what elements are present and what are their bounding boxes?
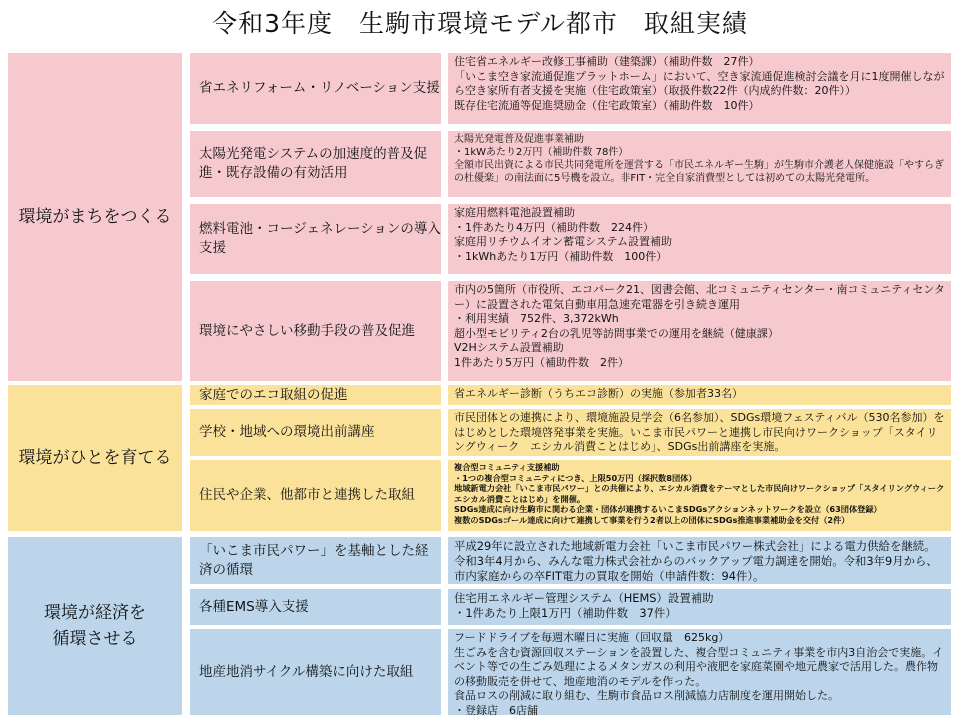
detail-line: V2Hシステム設置補助 — [454, 341, 564, 354]
item-fuel-cell: 燃料電池・コージェネレーションの導入支援 — [190, 204, 441, 274]
item-energy-reform: 省エネリフォーム・リノベーション支援 — [190, 53, 441, 124]
section-label-economy: 環境が経済を 循環させる — [8, 537, 182, 715]
detail-line: 市内の5箇所（市役所、エコパーク21、図書会館、北コミュニティセンター・南コミュニティセンター）に設置された電気自動車用急速充電器を引き続き運用 — [454, 283, 945, 311]
item-school-lecture: 学校・地域への環境出前講座 — [190, 409, 441, 456]
detail-line: 複合型コミュニティ支援補助 — [454, 462, 560, 472]
detail-line: ・1kWあたり2万円（補助件数 78件） — [454, 147, 629, 158]
detail-line: 省エネルギー診断（うちエコ診断）の実施（参加者33名） — [454, 387, 743, 400]
detail-mobility — [448, 281, 951, 381]
detail-line: 太陽光発電普及促進事業補助 — [454, 134, 584, 145]
detail-line: 食品ロスの削減に取り組む、生駒市食品ロス削減協力店制度を運用開始した。 — [454, 689, 839, 702]
detail-line: 住宅用エネルギー管理システム（HEMS）設置補助 — [454, 591, 714, 605]
detail-line: SDGs達成に向け生駒市に関わる企業・団体が連携するいこまSDGsアクションネットワークを設立（63団体登録） — [454, 504, 882, 515]
detail-line: ・登録店 6店舗 — [454, 703, 538, 717]
detail-fuel-cell — [448, 204, 951, 274]
detail-line: 複数のSDGsゴール達成に向けて連携して事業を行う2者以上の団体にSDGs推進事業補助金を交付（2件） — [454, 514, 850, 525]
detail-line: 平成29年に設立された地域新電力会社「いこま市民パワー株式会社」による電力供給を継続。 — [454, 539, 936, 553]
detail-line: 1件あたり5万円（補助件数 2件） — [454, 355, 629, 369]
detail-line: 令和3年4月から、みんな電力株式会社からのバックアップ電力調達を開始。令和3年9月から、市内家庭からの卒FIT電力の買取を開始（申請件数：94件）。 — [454, 554, 938, 583]
detail-collaboration — [448, 460, 951, 531]
detail-line: 家庭用燃料電池設置補助 — [454, 206, 575, 219]
detail-line: ・1件あたり4万円（補助件数 224件） — [454, 220, 654, 234]
item-collaboration: 住民や企業、他都市と連携した取組 — [190, 460, 441, 531]
detail-ems — [448, 589, 951, 625]
item-citizen-power: 「いこま市民パワー」を基軸とした経済の循環 — [190, 537, 441, 584]
detail-line: 既存住宅流通等促進奨励金（住宅政策室）（補助件数 10件） — [454, 98, 760, 112]
section-label-people: 環境がひとを育てる — [8, 385, 182, 531]
page-title: 令和3年度 生駒市環境モデル都市 取組実績 — [212, 9, 748, 38]
detail-line: 家庭用リチウムイオン蓄電システム設置補助 — [454, 235, 673, 248]
section-label-town: 環境がまちをつくる — [8, 53, 182, 381]
detail-line: ・利用実績 752件、3,372kWh — [454, 312, 619, 325]
detail-line: 生ごみを含む資源回収ステーションを設置した、複合型コミュニティ事業を市内3自治会で実施。イベント等での生ごみ処理によるメタンガスの利用や液肥を家庭菜園や地元農家で活用した。農作物の移動販売を併せて、地産地消のモデルを作った。 — [454, 645, 944, 688]
detail-line: フードドライブを毎週木曜日に実施（回収量 625kg） — [454, 631, 730, 644]
detail-line: 住宅省エネルギー改修工事補助（建築課）（補助件数 27件） — [454, 55, 760, 68]
item-local-cycle: 地産地消サイクル構築に向けた取組 — [190, 629, 441, 715]
detail-school-lecture — [448, 409, 951, 456]
detail-local-cycle — [448, 629, 951, 715]
item-ems: 各種EMS導入支援 — [190, 589, 441, 625]
detail-line: ・1つの複合型コミュニティにつき、上限50万円（採択数8団体） — [454, 472, 697, 483]
detail-citizen-power — [448, 537, 951, 584]
detail-line: 市民団体との連携により、環境施設見学会（6名参加）、SDGs環境フェスティバル（530名参加）をはじめとした環境啓発事業を実施。いこま市民パワーと連携し市民向けワークショップ「スタイリングウィーク エシカル消費ことはじめ」、SDGs出前講座を実施。 — [454, 411, 945, 453]
item-home-eco: 家庭でのエコ取組の促進 — [190, 385, 441, 405]
detail-line: 全額市民出資による市民共同発電所を運営する「市民エネルギー生駒」が生駒市介護老人保健施設「やすらぎの杜優楽」の南法面に5号機を設立。非FIT・完全自家消費型としては初めての太陽光発電所。 — [454, 160, 944, 184]
detail-line: 地域新電力会社「いこま市民パワー」との共催により、エシカル消費をテーマとした市民向けワークショップ「スタイリングウィーク エシカル消費ことはじめ」を開催。 — [454, 483, 953, 504]
detail-line: ・1件あたり上限1万円（補助件数 37件） — [454, 606, 677, 620]
detail-line: ・1kWhあたり1万円（補助件数 100件） — [454, 249, 668, 263]
item-solar: 太陽光発電システムの加速度的普及促進・既存設備の有効活用 — [190, 131, 441, 197]
detail-line: 「いこま空き家流通促進プラットホーム」において、空き家流通促進検討会議を月に1度開催しながら空き家所有者支援を実施（住宅政策室）（取扱件数22件（内成約件数：20件）） — [454, 69, 945, 97]
detail-solar — [448, 131, 951, 197]
detail-home-eco — [448, 385, 951, 405]
detail-energy-reform — [448, 53, 951, 124]
item-mobility: 環境にやさしい移動手段の普及促進 — [190, 281, 441, 381]
detail-line: 超小型モビリティ2台の乳児等訪問事業での運用を継続（健康課） — [454, 326, 779, 340]
